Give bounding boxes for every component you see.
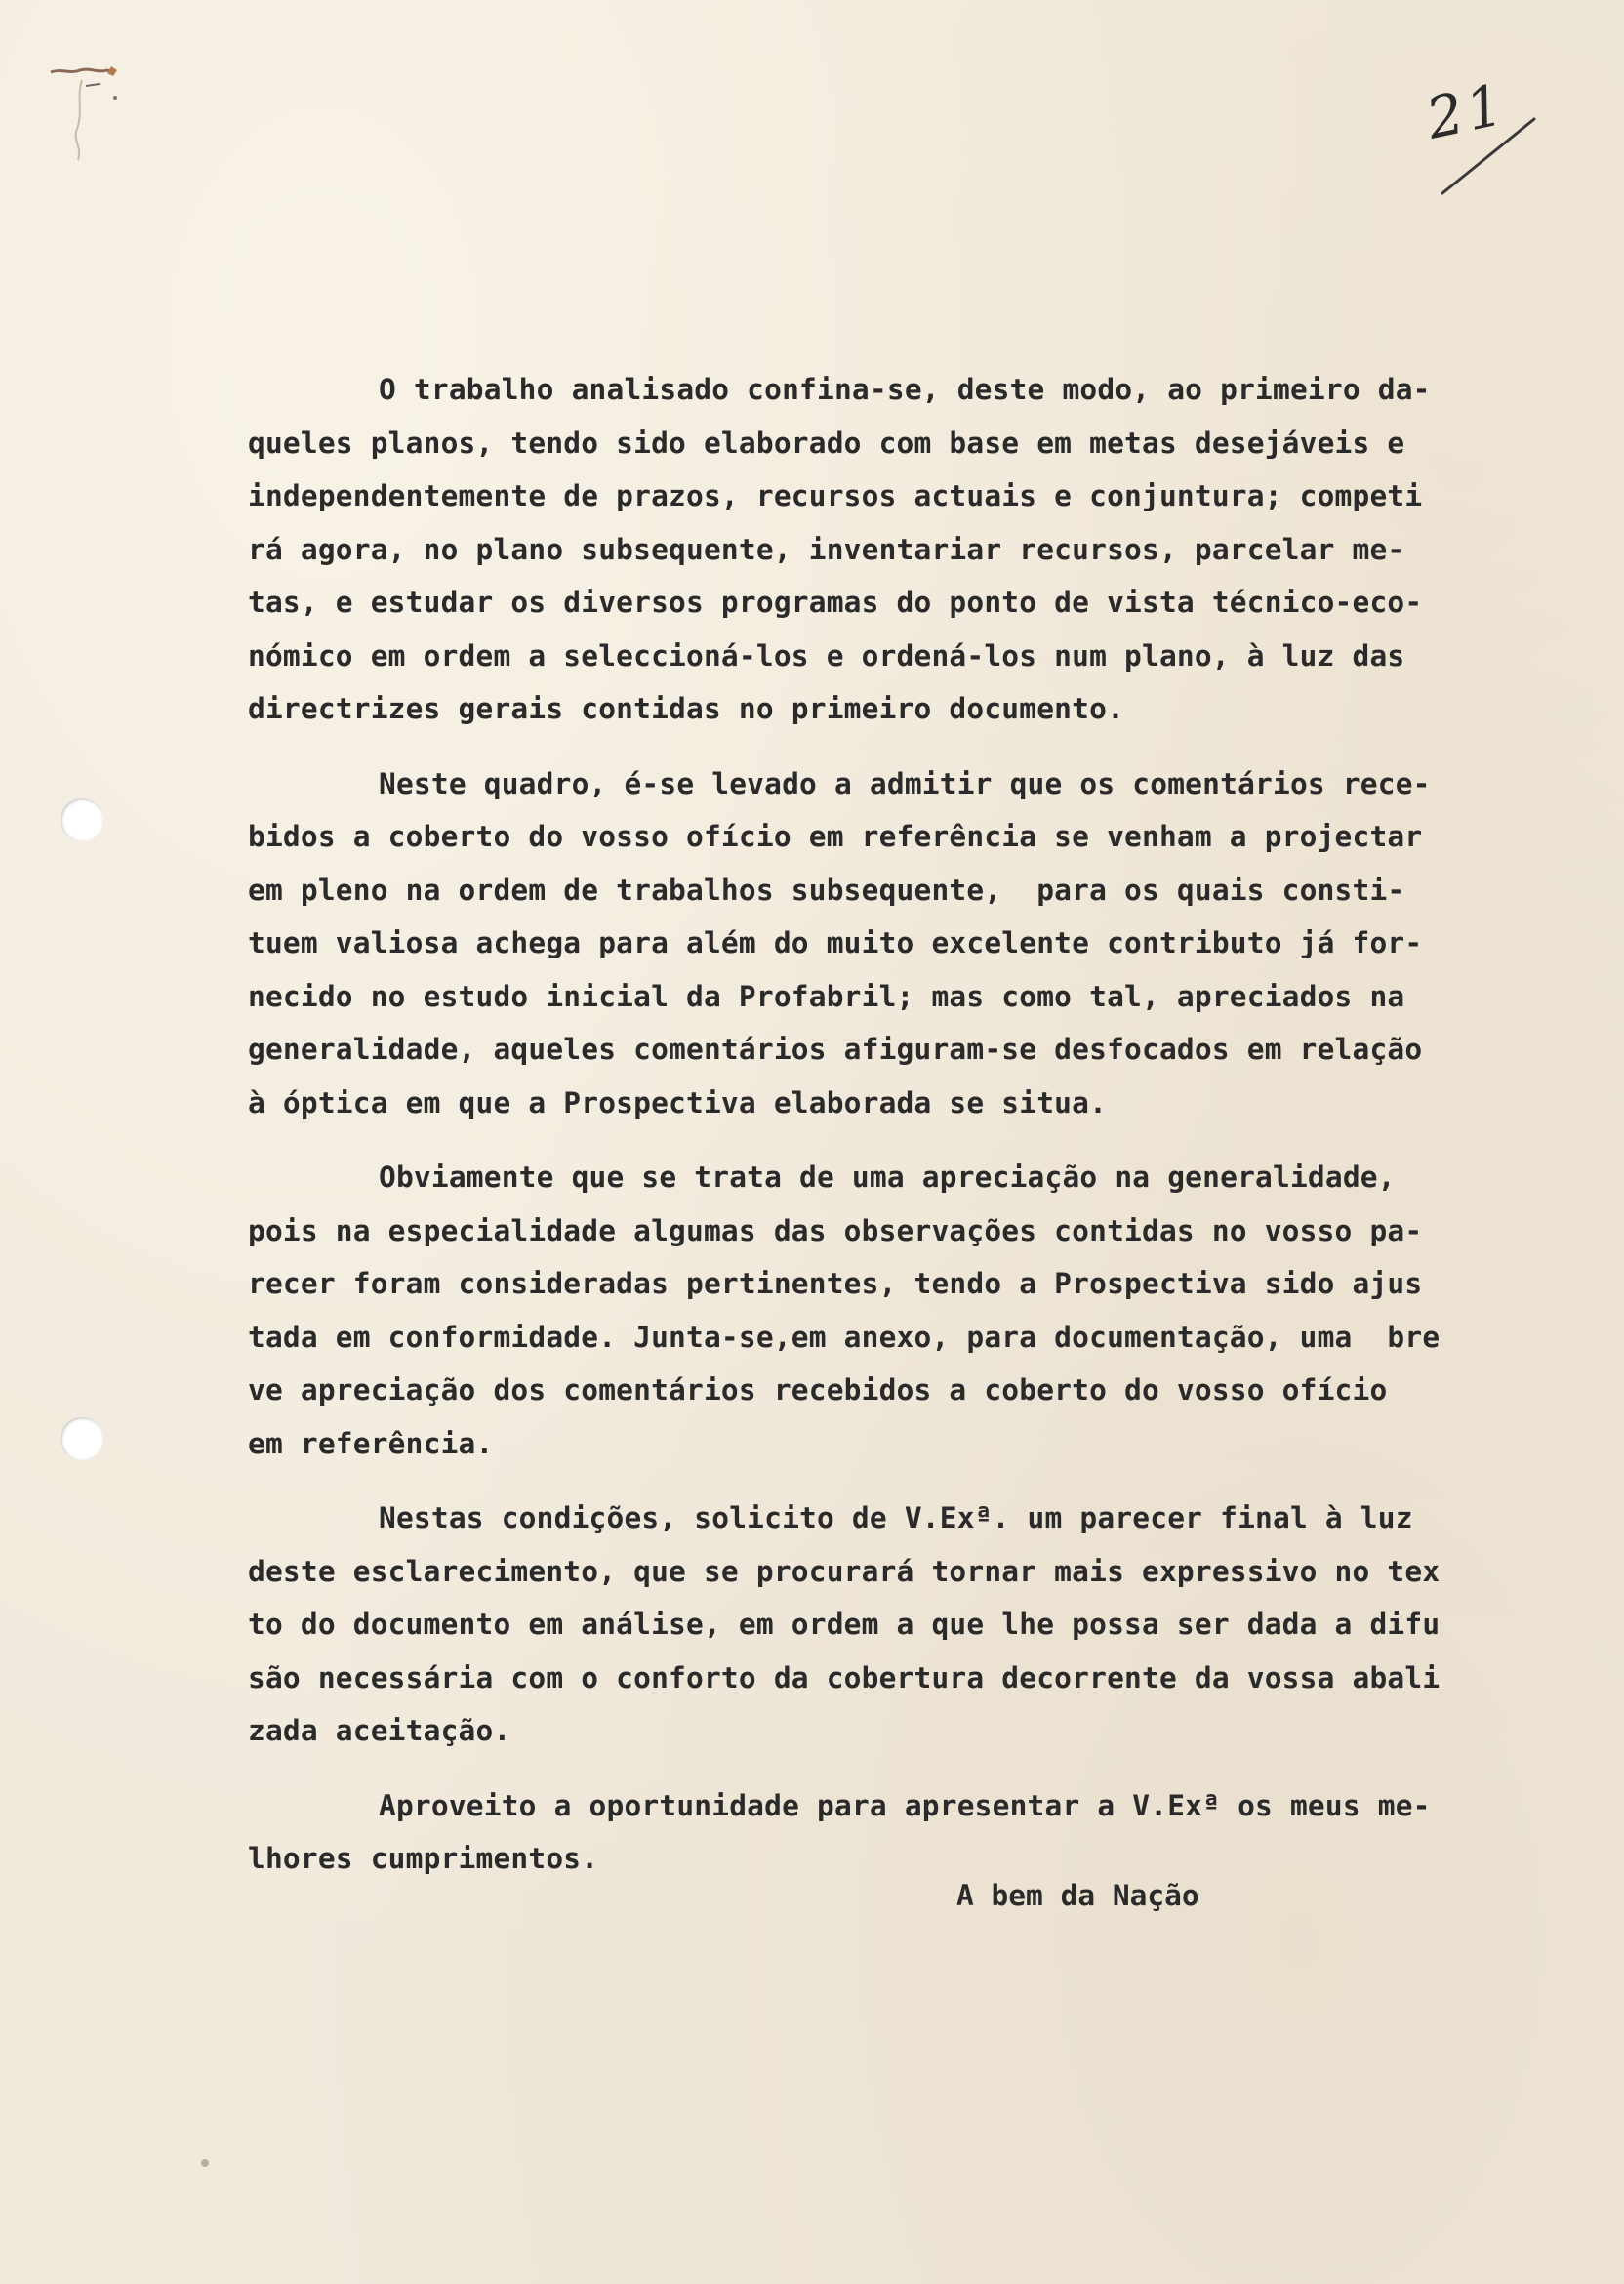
text-line: O trabalho analisado confina-se, deste modo, ao primeiro da- [379, 373, 1431, 406]
text-line: ve apreciação dos comentários recebidos a coberto do vosso ofício [248, 1373, 1388, 1407]
punch-hole [61, 1417, 103, 1460]
paragraph [248, 1779, 1546, 1886]
text-line: rá agora, no plano subsequente, inventariar recursos, parcelar me- [248, 532, 1405, 566]
text-line: tuem valiosa achega para além do muito excelente contributo já for- [248, 926, 1423, 959]
closing-salutation: A bem da Nação [956, 1879, 1199, 1912]
text-line: deste esclarecimento, que se procurará tornar mais expressivo no tex [248, 1554, 1441, 1588]
text-line: Aproveito a oportunidade para apresentar a V.Exª os meus me- [379, 1788, 1431, 1822]
paragraph [248, 1151, 1546, 1470]
letter-body [248, 363, 1546, 1907]
paper-damage-mark [47, 59, 135, 166]
text-line: bidos a coberto do vosso ofício em referência se venham a projectar [248, 820, 1423, 853]
paragraph [248, 363, 1546, 736]
text-line: generalidade, aqueles comentários afiguram-se desfocados em relação [248, 1033, 1423, 1066]
paragraph [248, 1491, 1546, 1758]
text-line: necido no estudo inicial da Profabril; mas como tal, apreciados na [248, 979, 1405, 1013]
text-line: lhores cumprimentos. [248, 1842, 599, 1875]
text-line: zada aceitação. [248, 1714, 511, 1747]
text-line: em pleno na ordem de trabalhos subsequente, para os quais consti- [248, 873, 1405, 907]
text-line: pois na especialidade algumas das observações contidas no vosso pa- [248, 1213, 1423, 1247]
text-line: Nestas condições, solicito de V.Exª. um parecer final à luz [379, 1501, 1413, 1534]
text-line: directrizes gerais contidas no primeiro documento. [248, 692, 1125, 725]
text-line: independentemente de prazos, recursos actuais e conjuntura; competi [248, 479, 1423, 512]
text-line: tas, e estudar os diversos programas do ponto de vista técnico-eco- [248, 586, 1423, 619]
text-line: Obviamente que se trata de uma apreciação na generalidade, [379, 1161, 1396, 1194]
paper-speck [201, 2159, 209, 2167]
paragraph [248, 757, 1546, 1130]
text-line: em referência. [248, 1426, 494, 1460]
text-line: à óptica em que a Prospectiva elaborada se situa. [248, 1085, 1108, 1120]
punch-hole [61, 798, 103, 841]
text-line: são necessária com o conforto da cobertura decorrente da vossa abali [248, 1660, 1441, 1694]
text-line: tada em conformidade. Junta-se,em anexo, para documentação, uma bre [248, 1320, 1441, 1354]
text-line: nómico em ordem a seleccioná-los e ordená-los num plano, à luz das [248, 638, 1405, 673]
text-line: recer foram consideradas pertinentes, tendo a Prospectiva sido ajus [248, 1267, 1423, 1300]
text-line: to do documento em análise, em ordem a que lhe possa ser dada a difu [248, 1608, 1441, 1641]
text-line: Neste quadro, é-se levado a admitir que os comentários rece- [379, 766, 1431, 800]
text-line: queles planos, tendo sido elaborado com base em metas desejáveis e [248, 426, 1405, 460]
page-number: 21 [1420, 70, 1513, 152]
